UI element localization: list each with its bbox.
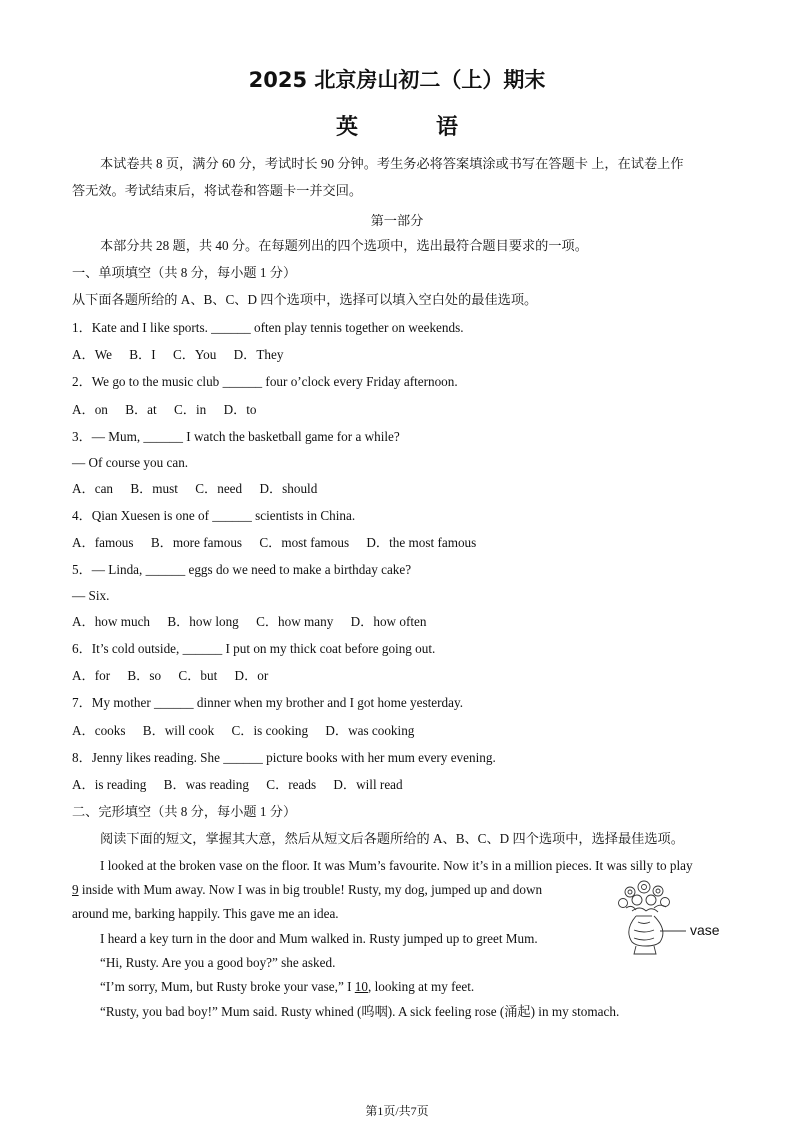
option-d: D．how often: [350, 614, 427, 629]
intro-line-1: 本试卷共 8 页，满分 60 分，考试时长 90 分钟。考生务必将答案填涂或书写在答题卡 上，在试卷上作: [100, 156, 684, 171]
option-d: D．will read: [333, 777, 403, 792]
option-b: B．how long: [167, 614, 239, 629]
page-footer: 第1页/共7页: [365, 1104, 429, 1118]
option-a: A．famous: [72, 535, 134, 550]
option-c: C．You: [172, 347, 217, 362]
option-a: A．on: [72, 402, 108, 417]
page-title: 2025 北京房山初二（上）期末: [248, 68, 546, 92]
option-c: C．in: [174, 402, 207, 417]
passage-para-4: [100, 979, 474, 995]
option-b: B．will cook: [142, 723, 215, 738]
section1-heading: 一、单项填空（共 8 分，每小题 1 分）: [72, 265, 297, 280]
question-2: 2．We go to the music club ______ four o’clock every Friday afternoon.: [72, 374, 458, 389]
question-8: 8．Jenny likes reading. She ______ picture books with her mum every evening.: [72, 750, 496, 765]
question-6-options: [72, 668, 282, 684]
question-1-options: [72, 347, 297, 363]
question-3: 3．— Mum, ______ I watch the basketball game for a while?: [72, 429, 400, 444]
question-2-options: [72, 402, 271, 418]
option-a: A．how much: [72, 614, 151, 629]
option-c: C．most famous: [259, 535, 350, 550]
question-7: 7．My mother ______ dinner when my brother and I got home yesterday.: [72, 695, 464, 710]
passage-line-2: [72, 882, 542, 898]
blank-10: 10: [354, 979, 368, 994]
option-b: B．I: [129, 347, 156, 362]
option-b: B．at: [125, 402, 157, 417]
option-d: D．or: [234, 668, 269, 683]
question-1: 1．Kate and I like sports. ______ often play tennis together on weekends.: [72, 320, 464, 335]
option-b: B．more famous: [150, 535, 243, 550]
passage-para-3: “Hi, Rusty. Are you a good boy?” she asked.: [100, 955, 336, 970]
passage-line-3: around me, barking happily. This gave me an idea.: [72, 906, 339, 921]
option-b: B．was reading: [163, 777, 249, 792]
option-a: A．cooks: [72, 723, 126, 738]
question-4: 4．Qian Xuesen is one of ______ scientists in China.: [72, 508, 356, 523]
option-a: A．We: [72, 347, 112, 362]
question-5: 5．— Linda, ______ eggs do we need to make a birthday cake?: [72, 562, 412, 577]
question-5-options: [72, 614, 440, 630]
option-c: C．how many: [256, 614, 334, 629]
section2-instruction: 阅读下面的短文，掌握其大意，然后从短文后各题所给的 A、B、C、D 四个选项中，选择最佳选项。: [100, 831, 684, 846]
vase-label: vase: [690, 922, 720, 938]
option-c: C．is cooking: [231, 723, 309, 738]
option-c: C．reads: [266, 777, 317, 792]
question-8-options: [72, 777, 417, 793]
blank-9: 9: [72, 882, 79, 897]
option-d: D．the most famous: [366, 535, 477, 550]
option-a: A．for: [72, 668, 111, 683]
passage-line-1: I looked at the broken vase on the floor. It was Mum’s favourite. Now it’s in a million pieces. It was silly to play: [100, 858, 693, 873]
option-d: D．should: [259, 481, 318, 496]
vase-icon: [610, 878, 690, 963]
option-a: A．can: [72, 481, 114, 496]
passage-para-5: “Rusty, you bad boy!” Mum said. Rusty whined (呜咽). A sick feeling rose (涌起) in my stomach.: [100, 1004, 620, 1019]
option-b: B．must: [130, 481, 178, 496]
intro-line-2: 答无效。考试结束后，将试卷和答题卡一并交回。: [72, 183, 363, 198]
question-5-response: — Six.: [72, 588, 110, 603]
section1-instruction: 从下面各题所给的 A、B、C、D 四个选项中，选择可以填入空白处的最佳选项。: [72, 292, 538, 307]
question-7-options: [72, 723, 428, 739]
passage-para-4-pre: “I’m sorry, Mum, but Rusty broke your vase,” I: [100, 979, 355, 994]
option-d: D．to: [223, 402, 257, 417]
question-3-response: — Of course you can.: [72, 455, 189, 470]
passage-line-2-text: inside with Mum away. Now I was in big trouble! Rusty, my dog, jumped up and down: [78, 882, 543, 897]
question-3-options: [72, 481, 331, 497]
part-heading: 第一部分: [370, 213, 424, 228]
section2-heading: 二、完形填空（共 8 分，每小题 1 分）: [72, 804, 297, 819]
passage-para-4-post: , looking at my feet.: [367, 979, 475, 994]
option-c: C．but: [178, 668, 218, 683]
part-description: 本部分共 28 题，共 40 分。在每题列出的四个选项中，选出最符合题目要求的一项。: [100, 238, 588, 253]
option-a: A．is reading: [72, 777, 147, 792]
question-6: 6．It’s cold outside, ______ I put on my thick coat before going out.: [72, 641, 436, 656]
option-d: D．was cooking: [325, 723, 415, 738]
option-c: C．need: [195, 481, 243, 496]
option-d: D．They: [233, 347, 284, 362]
question-4-options: [72, 535, 490, 551]
vase-pointer-line: [660, 929, 688, 933]
passage-para-2: I heard a key turn in the door and Mum walked in. Rusty jumped up to greet Mum.: [100, 931, 538, 946]
option-b: B．so: [127, 668, 162, 683]
subject-title: 英 语: [335, 115, 486, 140]
